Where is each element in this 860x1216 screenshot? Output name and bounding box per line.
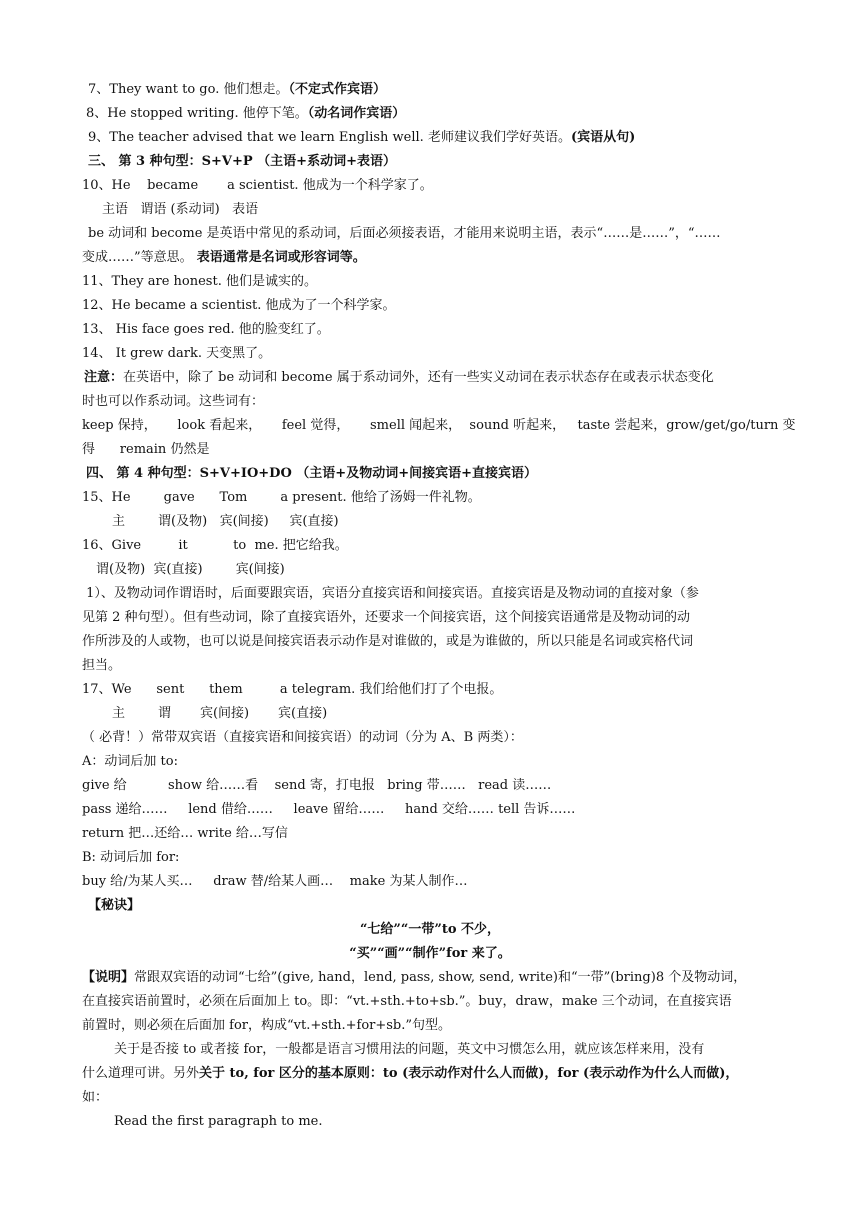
explanation-note-line1: 【说明】常跟双宾语的动词“七给”(give, hand，lend, pass, show, send, write)和“一带”(bring)8 个及物动词， — [82, 970, 747, 985]
tip-verse-line1: “七给”“一带”to 不少， — [359, 922, 501, 937]
principle-line3: 如： — [82, 1090, 109, 1105]
explanation-note-line3: 前置时，则必须在后面加 for，构成“vt.+sth.+for+sb.”句型。 — [82, 1018, 452, 1033]
example-15-annotation: 主 谓(及物) 宾(间接) 宾(直接) — [112, 514, 339, 529]
example-12: 12、He became a scientist. 他成为了一个科学家。 — [82, 298, 396, 313]
group-b-list: buy 给/为某人买… draw 替/给某人画… make 为某人制作… — [82, 874, 468, 889]
note-line1: 注意：在英语中，除了 be 动词和 become 属于系动词外，还有一些实义动词在表示状态存在或表示状态变化 — [84, 370, 714, 385]
principle-line2: 什么道理可讲。另外关于 to, for 区分的基本原则：to (表示动作对什么人而做)，for (表示动作为什么人而做)， — [82, 1066, 739, 1081]
group-a-heading: A：动词后加 to: — [82, 754, 178, 769]
explanation-line3: 作所涉及的人或物，也可以说是间接宾语表示动作是对谁做的，或是为谁做的，所以只能是名词或宾格代词 — [82, 634, 694, 649]
example-11: 11、They are honest. 他们是诚实的。 — [82, 274, 317, 289]
example-16: 16、Give it to me. 把它给我。 — [82, 538, 348, 553]
group-a-list-line3: return 把…还给… write 给…写信 — [82, 826, 288, 841]
example-7: 7、They want to go. 他们想走。（不定式作宾语） — [88, 82, 386, 97]
example-14: 14、 It grew dark. 天变黑了。 — [82, 346, 272, 361]
must-memorize-line: （ 必背！）常带双宾语（直接宾语和间接宾语）的动词（分为 A、B 两类）： — [82, 730, 523, 745]
example-10-annotation: 主语 谓语 (系动词) 表语 — [102, 202, 259, 217]
group-a-list-line1: give 给 show 给……看 send 寄，打电报 bring 带…… read 读…… — [82, 778, 552, 793]
example-8: 8、He stopped writing. 他停下笔。（动名词作宾语） — [86, 106, 406, 121]
example-17-annotation: 主 谓 宾(间接) 宾(直接) — [112, 706, 328, 721]
group-b-heading: B: 动词后加 for: — [82, 850, 180, 865]
explanation-note-line2: 在直接宾语前置时，必须在后面加上 to。即：“vt.+sth.+to+sb.”。buy，draw，make 三个动词，在直接宾语 — [82, 994, 732, 1009]
tip-heading: 【秘诀】 — [88, 898, 141, 913]
section-heading-3: 三、 第 3 种句型：S+V+P （主语+系动词+表语） — [88, 154, 396, 169]
example-16-annotation: 谓(及物) 宾(直接) 宾(间接) — [96, 562, 285, 577]
linking-verbs-list-line1: keep 保持， look 看起来， feel 觉得， smell 闻起来， sound 听起来， taste 尝起来，grow/get/go/turn 变 — [82, 418, 796, 433]
explanation-line1: 1）、及物动词作谓语时，后面要跟宾语，宾语分直接宾语和间接宾语。直接宾语是及物动词的直接对象（参 — [82, 586, 699, 601]
linking-verbs-list-line2: 得 remain 仍然是 — [82, 442, 210, 457]
example-15: 15、He gave Tom a present. 他给了汤姆一件礼物。 — [82, 490, 481, 505]
example-17: 17、We sent them a telegram. 我们给他们打了个电报。 — [82, 682, 503, 697]
principle-line1: 关于是否接 to 或者接 for，一般都是语言习惯用法的问题，英文中习惯怎么用，就应该怎样来用，没有 — [114, 1042, 705, 1057]
tip-verse-line2: “买”“画”“制作”for 来了。 — [349, 946, 511, 961]
linking-verb-explanation-line1: be 动词和 become 是英语中常见的系动词，后面必须接表语，才能用来说明主语，表示“……是……”，“…… — [88, 226, 721, 241]
note-line2: 时也可以作系动词。这些词有： — [82, 394, 265, 409]
example-10: 10、He became a scientist. 他成为一个科学家了。 — [82, 178, 433, 193]
section-heading-4: 四、 第 4 种句型：S+V+IO+DO （主语+及物动词+间接宾语+直接宾语） — [86, 466, 537, 481]
group-a-list-line2: pass 递给…… lend 借给…… leave 留给…… hand 交给…… tell 告诉…… — [82, 802, 576, 817]
linking-verb-explanation-line2: 变成……”等意思。 表语通常是名词或形容词等。 — [82, 250, 366, 265]
example-sentence: Read the first paragraph to me. — [114, 1114, 323, 1129]
explanation-line4: 担当。 — [82, 658, 122, 673]
example-13: 13、 His face goes red. 他的脸变红了。 — [82, 322, 330, 337]
example-9: 9、The teacher advised that we learn English well. 老师建议我们学好英语。(宾语从句) — [88, 130, 636, 145]
explanation-line2: 见第 2 种句型）。但有些动词，除了直接宾语外，还要求一个间接宾语，这个间接宾语通常是及物动词的动 — [82, 610, 691, 625]
